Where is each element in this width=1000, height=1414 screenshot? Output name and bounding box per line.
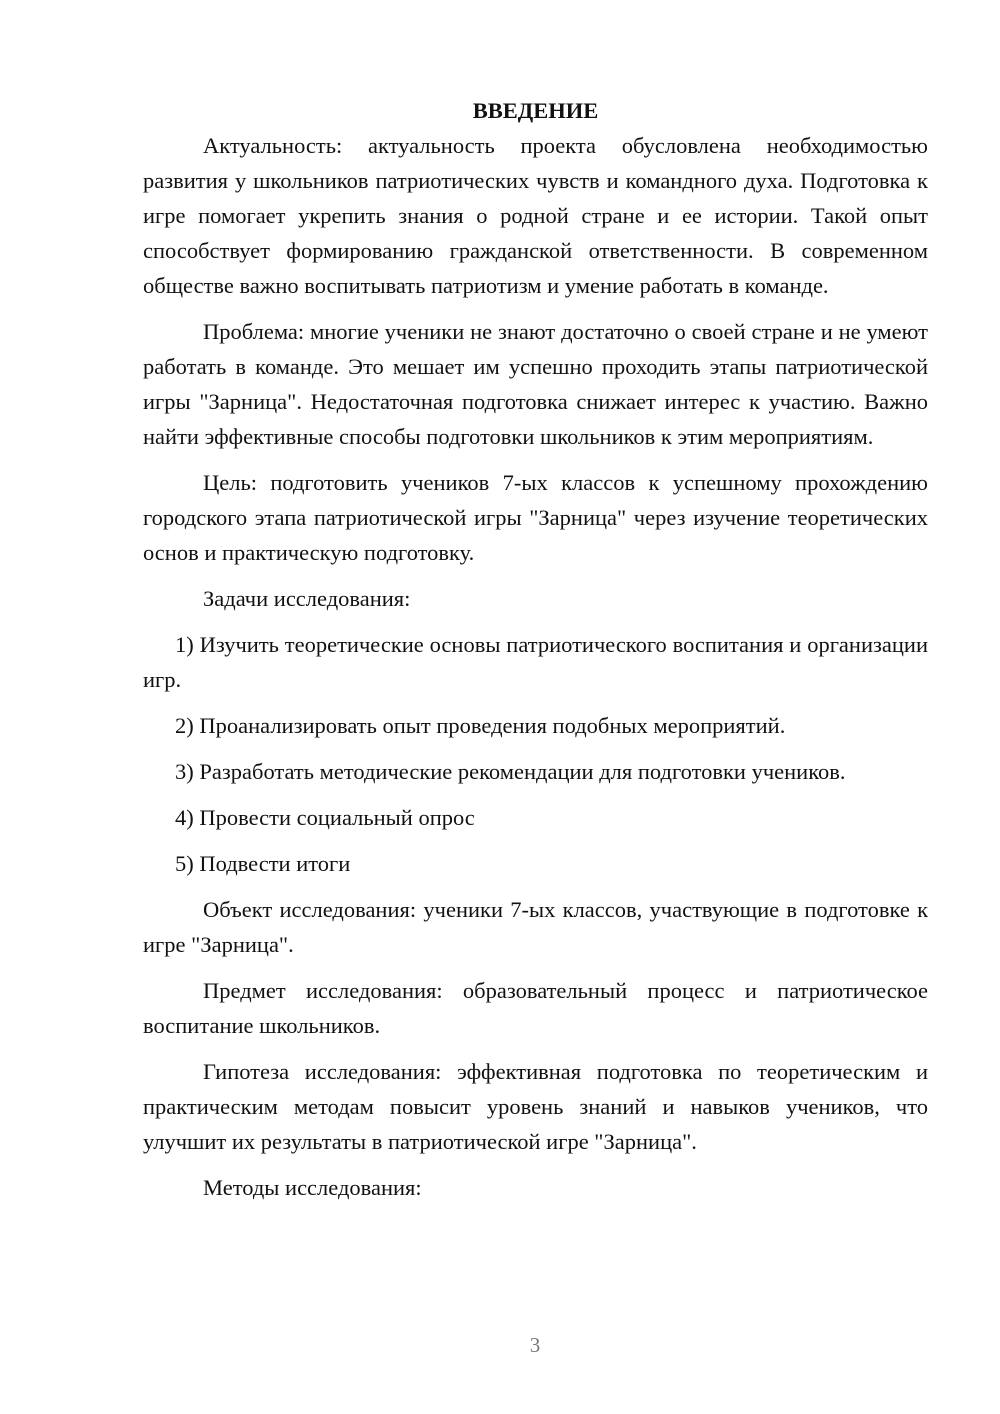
page-content bbox=[143, 93, 928, 1216]
task-item-5: 5) Подвести итоги bbox=[175, 851, 351, 876]
paragraph-hypothesis: Гипотеза исследования: эффективная подготовка по теоретическим и практическим методам повысит уровень знаний и навыков учеников, что улучшит их результаты в патриотической игре "Зарница". bbox=[143, 1059, 928, 1154]
paragraph-problem: Проблема: многие ученики не знают достаточно о своей стране и не умеют работать в команде. Это мешает им успешно проходить этапы патриотической игры "Зарница". Недостаточная подготовка снижает интерес к участию. Важно найти эффективные способы подготовки школьников к этим мероприятиям. bbox=[143, 319, 928, 449]
paragraph-object: Объект исследования: ученики 7-ых классов, участвующие в подготовке к игре "Зарница". bbox=[143, 897, 928, 957]
paragraph-tasks-heading: Задачи исследования: bbox=[203, 586, 411, 611]
task-item-1: 1) Изучить теоретические основы патриотического воспитания и организации игр. bbox=[143, 632, 928, 692]
paragraph-methods: Методы исследования: bbox=[203, 1175, 422, 1200]
paragraph-goal: Цель: подготовить учеников 7-ых классов к успешному прохождению городского этапа патриотической игры "Зарница" через изучение теоретических основ и практическую подготовку. bbox=[143, 470, 928, 565]
task-item-2: 2) Проанализировать опыт проведения подобных мероприятий. bbox=[175, 713, 786, 738]
task-item-4: 4) Провести социальный опрос bbox=[175, 805, 475, 830]
paragraph-subject: Предмет исследования: образовательный процесс и патриотическое воспитание школьников. bbox=[143, 978, 928, 1038]
page-number: 3 bbox=[529, 1333, 541, 1357]
section-title: ВВЕДЕНИЕ bbox=[472, 98, 599, 123]
paragraph-relevance: Актуальность: актуальность проекта обусловлена необходимостью развития у школьников патриотических чувств и командного духа. Подготовка к игре помогает укрепить знания о родной стране и ее истории. Такой опыт способствует формированию гражданской ответственности. В современном обществе важно воспитывать патриотизм и умение работать в команде. bbox=[143, 133, 928, 298]
task-item-3: 3) Разработать методические рекомендации для подготовки учеников. bbox=[175, 759, 846, 784]
